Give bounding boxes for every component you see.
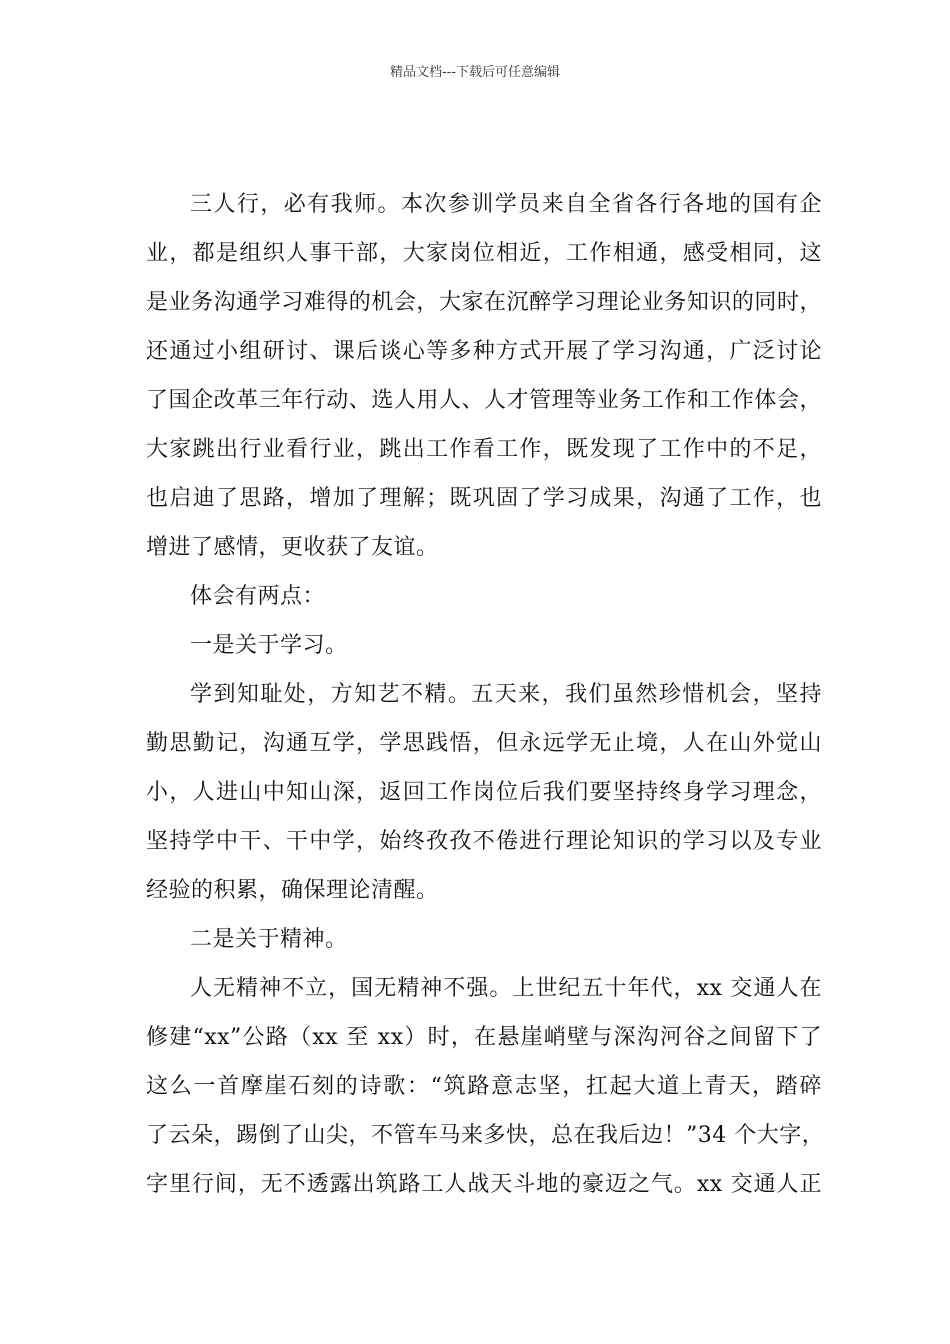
text-line: 小，人进山中知山深，返回工作岗位后我们要坚持终身学习理念， <box>146 780 822 805</box>
text-line: 也启迪了思路，增加了理解；既巩固了学习成果，沟通了工作，也 <box>146 486 822 511</box>
text-line: 体会有两点： <box>190 584 326 609</box>
text-line: 经验的积累，确保理论清醒。 <box>146 878 439 903</box>
text-line: 字里行间，无不透露出筑路工人战天斗地的豪迈之气。xx 交通人正 <box>146 1172 822 1197</box>
text-line: 业，都是组织人事干部，大家岗位相近，工作相通，感受相同，这 <box>146 241 822 266</box>
text-line: 人无精神不立，国无精神不强。上世纪五十年代，xx 交通人在 <box>190 976 822 1001</box>
text-line: 坚持学中干、干中学，始终孜孜不倦进行理论知识的学习以及专业 <box>146 829 822 854</box>
text-line: 大家跳出行业看行业，跳出工作看工作，既发现了工作中的不足， <box>146 437 822 462</box>
text-line: 是业务沟通学习难得的机会，大家在沉醉学习理论业务知识的同时， <box>146 290 822 315</box>
text-line: 二是关于精神。 <box>190 927 348 952</box>
page-header: 精品文档---下载后可任意编辑 <box>389 65 561 80</box>
text-line: 了云朵，踢倒了山尖，不管车马来多快，总在我后边！”34 个大字， <box>146 1123 825 1148</box>
text-line: 这么一首摩崖石刻的诗歌：“筑路意志坚，扛起大道上青天，踏碎 <box>146 1074 822 1099</box>
text-line: 修建“xx”公路（xx 至 xx）时，在悬崖峭壁与深沟河谷之间留下了 <box>146 1025 822 1050</box>
text-line: 学到知耻处，方知艺不精。五天来，我们虽然珍惜机会，坚持 <box>190 682 822 707</box>
document-body <box>146 180 825 1209</box>
text-line: 增进了感情，更收获了友谊。 <box>146 535 439 560</box>
text-line: 一是关于学习。 <box>190 633 348 658</box>
text-line: 三人行，必有我师。本次参训学员来自全省各行各地的国有企 <box>190 192 822 217</box>
text-line: 勤思勤记，沟通互学，学思践悟，但永远学无止境，人在山外觉山 <box>146 731 822 756</box>
text-line: 还通过小组研讨、课后谈心等多种方式开展了学习沟通，广泛讨论 <box>146 339 822 364</box>
text-line: 了国企改革三年行动、选人用人、人才管理等业务工作和工作体会， <box>146 388 822 413</box>
